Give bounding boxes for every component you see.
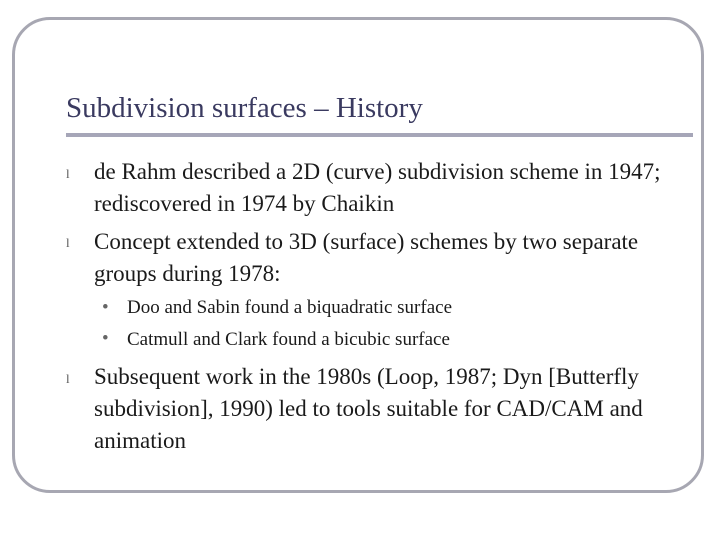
sub-item-catmull-clark: Catmull and Clark found a bicubic surface (127, 329, 450, 350)
sub-bullet-marker: • (102, 328, 109, 349)
title-underline (66, 133, 693, 137)
bullet-marker: l (66, 166, 70, 181)
slide-title: Subdivision surfaces – History (66, 92, 423, 124)
bullet-marker: l (66, 235, 70, 250)
sub-item-doo-sabin: Doo and Sabin found a biquadratic surface (127, 297, 453, 318)
bullet-text-de-rahm: de Rahm described a 2D (curve) subdivision scheme in 1947; rediscovered in 1974 by Chaikin (94, 159, 661, 216)
bullet-text-3d-schemes: Concept extended to 3D (surface) schemes by two separate groups during 1978: (94, 229, 639, 286)
sub-bullet-marker: • (102, 297, 109, 318)
bullet-marker: l (66, 371, 70, 386)
bullet-text-subsequent-work: Subsequent work in the 1980s (Loop, 1987; Dyn [Butterfly subdivision], 1990) led to tools suitable for CAD/CAM and animation (94, 364, 643, 453)
